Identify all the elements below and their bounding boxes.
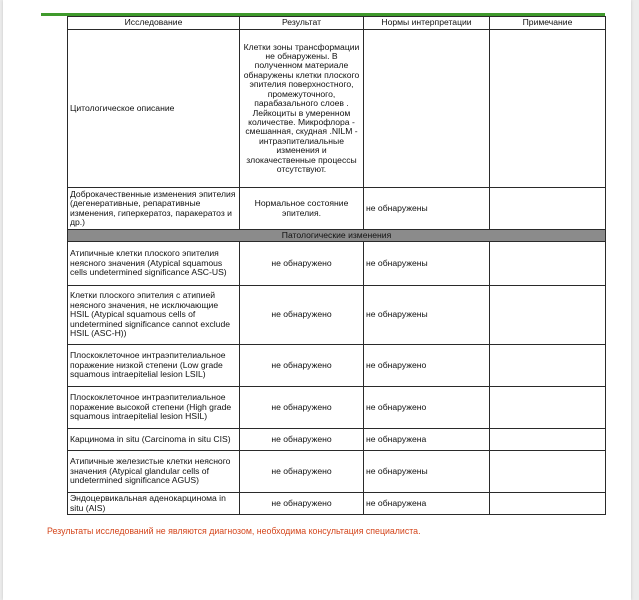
cell-result: не обнаружено	[240, 345, 364, 387]
cell-norms	[364, 30, 490, 188]
cell-study: Цитологическое описание	[68, 30, 240, 188]
disclaimer-text: Результаты исследований не являются диагнозом, необходима консультация специалиста.	[47, 526, 421, 536]
cell-norms: не обнаружены	[364, 188, 490, 230]
table-row	[68, 188, 606, 230]
cell-study: Плоскоклеточное интраэпителиальное поражение низкой степени (Low grade squamous intraepitelial lesion LSIL)	[68, 345, 240, 387]
cell-note	[490, 493, 606, 515]
cell-note	[490, 286, 606, 345]
cell-study: Атипичные железистые клетки неясного значения (Atypical glandular cells of undetermined significance AGUS)	[68, 451, 240, 493]
cell-study: Плоскоклеточное интраэпителиальное поражение высокой степени (High grade squamous intraepitelial lesion HSIL)	[68, 387, 240, 429]
cell-norms: не обнаружены	[364, 451, 490, 493]
cell-result: не обнаружено	[240, 242, 364, 286]
table-row	[68, 242, 606, 286]
section-row	[68, 230, 606, 242]
cell-note	[490, 429, 606, 451]
cell-note	[490, 451, 606, 493]
table-row	[68, 286, 606, 345]
table-row	[68, 493, 606, 515]
cell-norms: не обнаружены	[364, 286, 490, 345]
document-page	[3, 0, 631, 600]
section-title: Патологические изменения	[68, 230, 606, 242]
table-row	[68, 30, 606, 188]
cell-note	[490, 242, 606, 286]
cell-norms: не обнаружено	[364, 387, 490, 429]
cell-study: Эндоцервикальная аденокарцинома in situ (AIS)	[68, 493, 240, 515]
cell-note	[490, 345, 606, 387]
cell-study: Карцинома in situ (Carcinoma in situ CIS)	[68, 429, 240, 451]
table-row	[68, 387, 606, 429]
cell-result: не обнаружено	[240, 429, 364, 451]
cell-result: не обнаружено	[240, 493, 364, 515]
cell-result: не обнаружено	[240, 286, 364, 345]
cell-note	[490, 30, 606, 188]
cell-study: Атипичные клетки плоского эпителия неясного значения (Atypical squamous cells undetermined significance ASC-US)	[68, 242, 240, 286]
cell-norms: не обнаружена	[364, 493, 490, 515]
cell-study: Доброкачественные изменения эпителия (дегенеративные, репаративные изменения, гиперкератоз, паракератоз и др.)	[68, 188, 240, 230]
table-row	[68, 429, 606, 451]
results-table	[67, 16, 606, 515]
table-row	[68, 345, 606, 387]
cell-result: Нормальное состояние эпителия.	[240, 188, 364, 230]
cell-note	[490, 188, 606, 230]
header-note: Примечание	[490, 17, 606, 30]
cell-result: Клетки зоны трансформации не обнаружены. В полученном материале обнаружены клетки плоского эпителия поверхностного, промежуточного, парабазального слоев . Лейкоциты в умеренном количестве. Микрофлора - смешанная, скудная .NILM - интраэпителиальные изменения и злокачественные процессы отсутствуют.	[240, 30, 364, 188]
cell-norms: не обнаружена	[364, 429, 490, 451]
cell-result: не обнаружено	[240, 451, 364, 493]
cell-study: Клетки плоского эпителия с атипией неясного значения, не исключающие HSIL (Atypical squamous cells of undetermined significance cannot exclude HSIL (ASC-H))	[68, 286, 240, 345]
cell-note	[490, 387, 606, 429]
header-result: Результат	[240, 17, 364, 30]
header-norms: Нормы интерпретации	[364, 17, 490, 30]
cell-norms: не обнаружено	[364, 345, 490, 387]
cell-result: не обнаружено	[240, 387, 364, 429]
header-study: Исследование	[68, 17, 240, 30]
table-row	[68, 451, 606, 493]
cell-norms: не обнаружены	[364, 242, 490, 286]
table-header-row	[68, 17, 606, 30]
